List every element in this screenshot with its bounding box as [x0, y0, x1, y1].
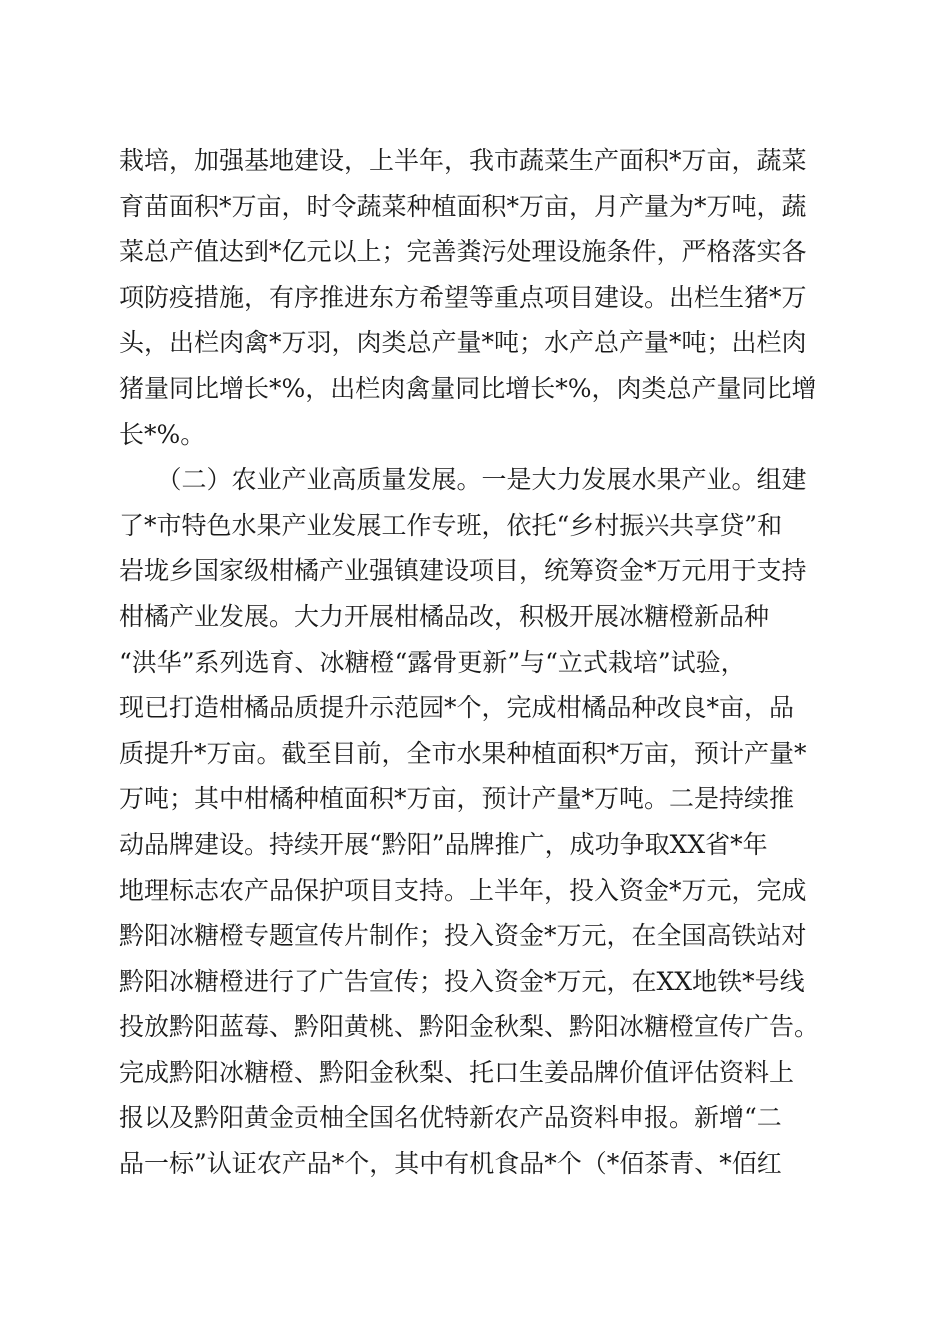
text-line: （二）农业产业高质量发展。一是大力发展水果产业。组建: [119, 465, 807, 495]
text-line: 了*市特色水果产业发展工作专班，依托“乡村振兴共享贷”和: [119, 510, 783, 540]
text-line: 万吨；其中柑橘种植面积*万亩，预计产量*万吨。二是持续推: [119, 784, 795, 814]
body-text: [119, 138, 829, 1187]
text-line: 黔阳冰糖橙专题宣传片制作；投入资金*万元，在全国高铁站对: [119, 921, 807, 951]
text-line: 长*%。: [119, 419, 206, 449]
text-line: 育苗面积*万亩，时令蔬菜种植面积*万亩，月产量为*万吨，蔬: [119, 191, 807, 221]
text-line: 柑橘产业发展。大力开展柑橘品改，积极开展冰糖橙新品种: [119, 601, 770, 631]
text-line: 现已打造柑橘品质提升示范园*个，完成柑橘品种改良*亩，品: [119, 693, 795, 723]
text-line: 完成黔阳冰糖橙、黔阳金秋梨、托口生姜品牌价值评估资料上: [119, 1057, 795, 1087]
text-line: 动品牌建设。持续开展“黔阳”品牌推广，成功争取XX省*年: [119, 829, 768, 859]
text-line: 品一标”认证农产品*个，其中有机食品*个（*佰茶青、*佰红: [119, 1149, 782, 1179]
text-line: 栽培，加强基地建设，上半年，我市蔬菜生产面积*万亩，蔬菜: [119, 146, 807, 175]
text-line: 质提升*万亩。截至目前，全市水果种植面积*万亩，预计产量*: [119, 738, 807, 768]
text-line: 地理标志农产品保护项目支持。上半年，投入资金*万元，完成: [119, 875, 807, 905]
text-line: 猪量同比增长*%，出栏肉禽量同比增长*%，肉类总产量同比增: [119, 373, 817, 403]
text-line: “洪华”系列选育、冰糖橙“露骨更新”与“立式栽培”试验，: [119, 647, 746, 677]
text-line: 投放黔阳蓝莓、黔阳黄桃、黔阳金秋梨、黔阳冰糖橙宣传广告。: [119, 1012, 820, 1042]
text-line: 报以及黔阳黄金贡柚全国名优特新农产品资料申报。新增“二: [119, 1103, 782, 1133]
paragraph-2: [119, 457, 829, 1187]
text-line: 菜总产值达到*亿元以上；完善粪污处理设施条件，严格落实各: [119, 237, 807, 267]
text-line: 头，出栏肉禽*万羽，肉类总产量*吨；水产总产量*吨；出栏肉: [119, 328, 807, 358]
text-line: 项防疫措施，有序推进东方希望等重点项目建设。出栏生猪*万: [119, 282, 807, 312]
text-line: 岩垅乡国家级柑橘产业强镇建设项目，统筹资金*万元用于支持: [119, 556, 807, 586]
paragraph-1: [119, 138, 829, 457]
text-line: 黔阳冰糖橙进行了广告宣传；投入资金*万元，在XX地铁*号线: [119, 966, 805, 996]
